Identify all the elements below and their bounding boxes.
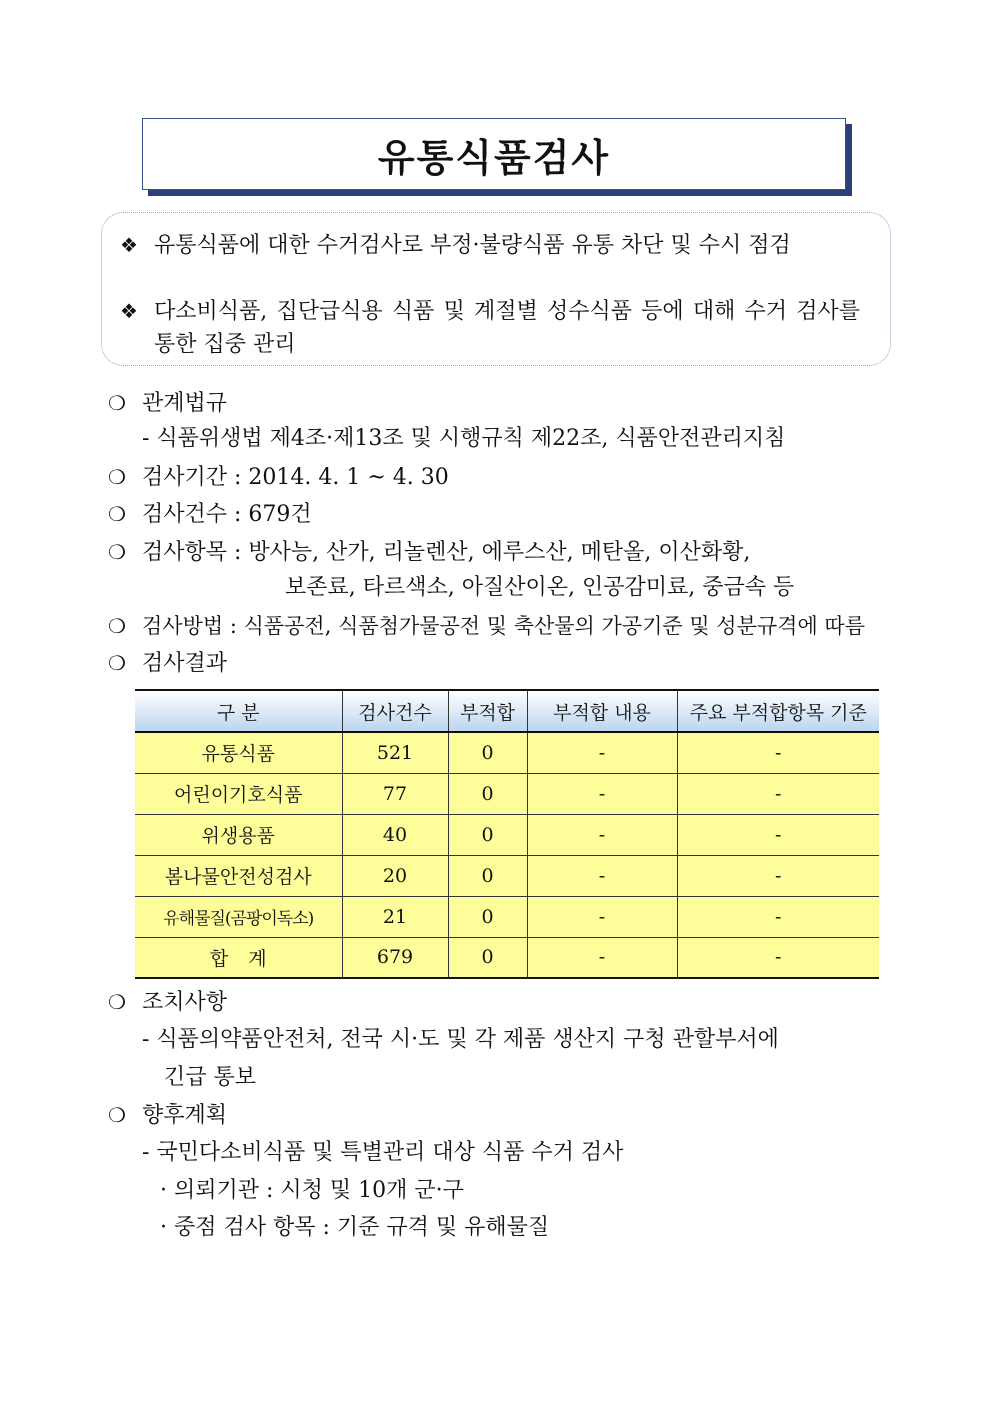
table-cell: -: [677, 855, 879, 896]
plan-detail: - 국민다소비식품 및 특별관리 대상 식품 수거 검사: [142, 1140, 624, 1165]
plan-sub-item: · 의뢰기관 : 시청 및 10개 군·구: [160, 1178, 464, 1203]
circle-bullet-icon: ❍: [108, 990, 126, 1014]
table-header-cell: 구 분: [135, 690, 342, 732]
law-detail: - 식품위생법 제4조·제13조 및 시행규칙 제22조, 식품안전관리지침: [142, 426, 786, 451]
title-box: [142, 118, 846, 190]
table-header-cell: 주요 부적합항목 기준: [677, 690, 879, 732]
page-title: 유통식품검사: [377, 135, 611, 180]
action-heading: ❍ 조치사항: [108, 987, 227, 1018]
table-row: [135, 814, 879, 855]
table-cell: 0: [448, 855, 527, 896]
items-line-continued: 보존료, 타르색소, 아질산이온, 인공감미료, 중금속 등: [285, 575, 795, 600]
table-cell: 유해물질(곰팡이독소): [135, 896, 342, 937]
method-line: ❍ 검사방법 : 식품공전, 식품첨가물공전 및 축산물의 가공기준 및 성분규격에 따름: [108, 611, 865, 641]
table-cell: 40: [342, 814, 448, 855]
circle-bullet-icon: ❍: [108, 502, 126, 526]
table-cell: -: [677, 732, 879, 773]
period-line: ❍ 검사기간 : 2014. 4. 1 ~ 4. 30: [108, 462, 449, 493]
table-header-row: [135, 690, 879, 732]
table-row: [135, 732, 879, 773]
circle-bullet-icon: ❍: [108, 651, 126, 675]
table-cell: -: [677, 896, 879, 937]
circle-bullet-icon: ❍: [108, 1103, 126, 1127]
table-cell: -: [527, 732, 677, 773]
table-cell: 봄나물안전성검사: [135, 855, 342, 896]
table-cell: 유통식품: [135, 732, 342, 773]
table-cell: -: [527, 937, 677, 978]
summary-item: [120, 229, 860, 262]
table-cell: 0: [448, 937, 527, 978]
table-total-row: [135, 937, 879, 978]
summary-text: 다소비식품, 집단급식용 식품 및 계절별 성수식품 등에 대해 수거 검사를 통한 집중 관리: [154, 299, 860, 357]
table-cell: 0: [448, 814, 527, 855]
action-detail: - 식품의약품안전처, 전국 시·도 및 각 제품 생산지 구청 관할부서에: [142, 1027, 779, 1052]
summary-item: [120, 295, 860, 361]
table-cell: 위생용품: [135, 814, 342, 855]
table-cell: 521: [342, 732, 448, 773]
table-header-cell: 검사건수: [342, 690, 448, 732]
table-cell: 어린이기호식품: [135, 773, 342, 814]
diamond-bullet-icon: ❖: [120, 233, 138, 257]
table-cell: -: [527, 855, 677, 896]
summary-box: [101, 212, 891, 366]
circle-bullet-icon: ❍: [108, 391, 126, 415]
items-line: ❍ 검사항목 : 방사능, 산가, 리놀렌산, 에루스산, 메탄올, 이산화황,: [108, 537, 750, 568]
circle-bullet-icon: ❍: [108, 465, 126, 489]
table-row: [135, 896, 879, 937]
table-cell: 합 계: [135, 937, 342, 978]
summary-text: 유통식품에 대한 수거검사로 부정·불량식품 유통 차단 및 수시 점검: [154, 233, 791, 258]
plan-heading: ❍ 향후계획: [108, 1100, 227, 1131]
result-heading: ❍ 검사결과: [108, 648, 227, 679]
table-cell: 0: [448, 773, 527, 814]
table-cell: 0: [448, 732, 527, 773]
table-cell: 679: [342, 937, 448, 978]
table-cell: -: [677, 814, 879, 855]
result-table: [135, 689, 879, 979]
plan-sub-item: · 중점 검사 항목 : 기준 규격 및 유해물질: [160, 1215, 550, 1240]
table-cell: 20: [342, 855, 448, 896]
table-cell: 21: [342, 896, 448, 937]
table-cell: 77: [342, 773, 448, 814]
table-cell: 0: [448, 896, 527, 937]
table-cell: -: [527, 814, 677, 855]
law-heading: ❍ 관계법규: [108, 388, 227, 419]
table-cell: -: [677, 937, 879, 978]
table-cell: -: [527, 773, 677, 814]
action-detail-continued: 긴급 통보: [164, 1065, 257, 1090]
table-header-cell: 부적합 내용: [527, 690, 677, 732]
table-row: [135, 855, 879, 896]
table-cell: -: [527, 896, 677, 937]
table-row: [135, 773, 879, 814]
circle-bullet-icon: ❍: [108, 614, 126, 638]
circle-bullet-icon: ❍: [108, 540, 126, 564]
diamond-bullet-icon: ❖: [120, 299, 138, 323]
count-line: ❍ 검사건수 : 679건: [108, 499, 312, 530]
table-header-cell: 부적합: [448, 690, 527, 732]
table-cell: -: [677, 773, 879, 814]
